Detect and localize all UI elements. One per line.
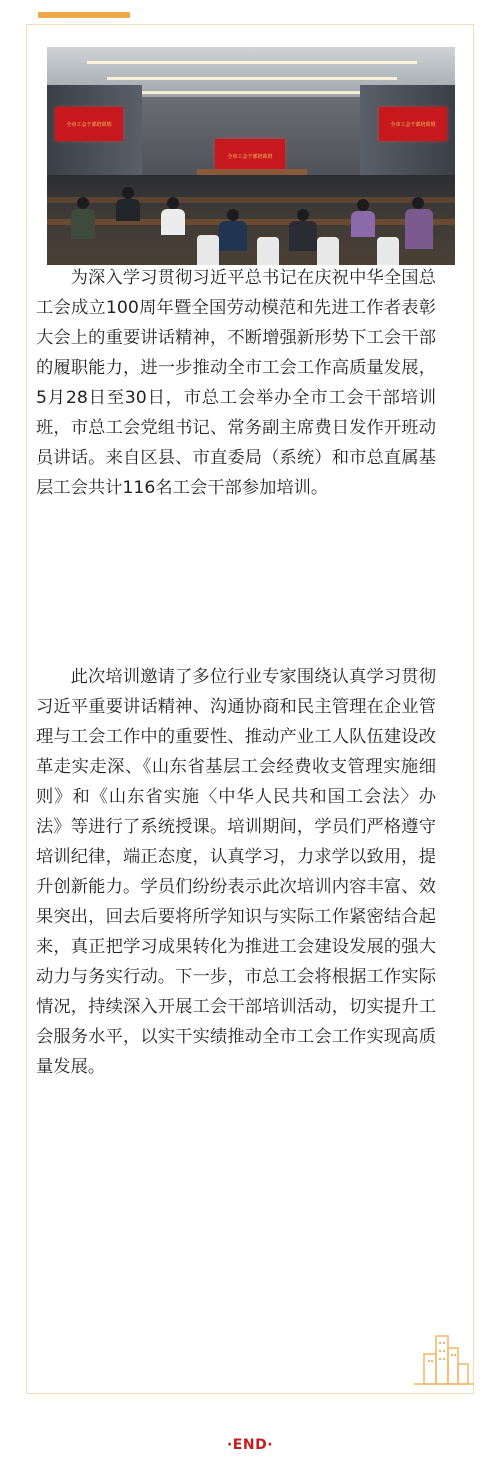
attendee [297,209,309,221]
chair [197,235,219,265]
top-accent-bar [38,12,130,18]
banner-text: 全市工会干部培训班 [390,121,436,128]
photo-light [127,91,377,94]
chair [257,237,279,265]
side-screen-left [55,107,123,141]
side-screen-right [379,107,447,141]
attendee [77,197,89,209]
attendee [351,211,375,237]
chair [317,237,339,265]
attendee [219,221,247,251]
attendee [71,209,95,239]
banner-text: 全市工会干部培训班 [66,121,112,128]
center-screen [215,139,285,173]
attendee [122,187,134,199]
end-marker: ·END· [226,1437,274,1453]
article-paragraph-2: 此次培训邀请了多位行业专家围绕认真学习贯彻习近平重要讲话精神、沟通协商和民主管理在企业管理与工会工作中的重要性、推动产业工人队伍建设改革走实走深、《山东省基层工会经费收支管理实施细则》和《山东省实施〈中华人民共和国工会法〉办法》等进行了系统授课。培训期间，学员们严格遵守培训纪律，端正态度，认真学习，力求学以致用，提升创新能力。学员们纷纷表示此次培训内容丰富、效果突出，回去后要将所学知识与实际工作紧密结合起来，真正把学习成果转化为推进工会建设发展的强大动力与务实行动。下一步，市总工会将根据工作实际情况，持续深入开展工会干部培训活动，切实提升工会服务水平，以实干实绩推动全市工会工作实现高质量发展。 [36,667,436,1077]
meeting-photo [47,47,455,265]
attendee [412,197,424,209]
photo-desk-row [47,219,455,225]
photo-light [107,77,397,80]
photo-desk-row [47,197,455,203]
attendee [161,209,185,235]
banner-text: 全市工会干部培训班 [227,153,273,160]
attendee [405,209,433,249]
attendee [227,209,239,221]
building-skyline-icon [414,1330,474,1390]
article-paragraph-1: 为深入学习贯彻习近平总书记在庆祝中华全国总工会成立100周年暨全国劳动模范和先进工作者表彰大会上的重要讲话精神，不断增强新形势下工会干部的履职能力，进一步推动全市工会工作高质量发展，5月28日至30日，市总工会举办全市工会干部培训班，市总工会党组书记、常务副主席费日发作开班动员讲话。来自区县、市直委局（系统）和市总直属基层工会共计116名工会干部参加培训。 [36,268,436,498]
photo-light [87,61,417,64]
attendee [116,199,140,221]
attendee [289,221,317,251]
attendee [357,199,369,211]
attendee [167,197,179,209]
chair [377,237,399,265]
